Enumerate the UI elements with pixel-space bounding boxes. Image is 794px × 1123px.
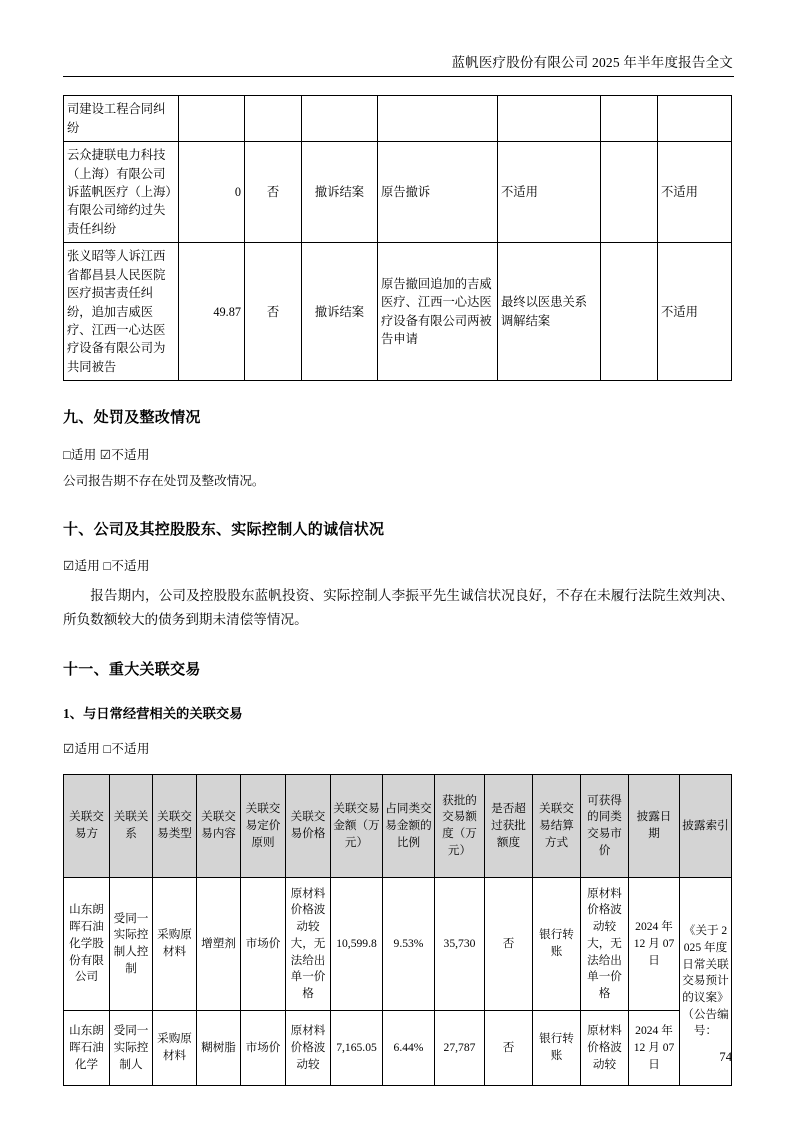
- table-row: [64, 243, 732, 381]
- litigation-table: [63, 95, 732, 381]
- cell-disclose-index: 不适用: [658, 142, 732, 243]
- table-row: [64, 1011, 732, 1086]
- subsection-heading-1: 1、与日常经营相关的关联交易: [63, 705, 243, 721]
- applicability-ten: ☑适用 □不适用: [63, 559, 150, 574]
- cell-amount: [179, 96, 245, 142]
- section-heading-ten: 十、公司及其控股股东、实际控制人的诚信状况: [63, 521, 385, 538]
- cell-amount: 49.87: [179, 243, 245, 381]
- page-number: 74: [719, 1050, 732, 1064]
- cell-progress: 撤诉结案: [302, 243, 378, 381]
- cell-case: 张义昭等人诉江西省都昌县人民医院医疗损害责任纠纷，追加吉威医疗、江西一心达医疗设备有限公司为共同被告: [64, 243, 179, 381]
- cell-settlement: 银行转账: [533, 878, 581, 1011]
- cell-pricing-principle: 市场价: [241, 1011, 286, 1086]
- cell-relation: 受同一实际控制人: [110, 1011, 153, 1086]
- col-header-proportion: 占同类交易金额的比例: [383, 775, 435, 878]
- cell-market-price: 原材料价格波动较: [581, 1011, 629, 1086]
- cell-amount: 7,165.05: [331, 1011, 383, 1086]
- section-nine-note: 公司报告期不存在处罚及整改情况。: [63, 474, 265, 489]
- cell-approved-quota: 27,787: [435, 1011, 485, 1086]
- col-header-pricing-principle: 关联交易定价原则: [241, 775, 286, 878]
- cell-price: 原材料价格波动较: [286, 1011, 331, 1086]
- cell-enforcement: 不适用: [498, 142, 601, 243]
- cell-case: 司建设工程合同纠纷: [64, 96, 179, 142]
- related-party-transaction-table: [63, 774, 732, 1086]
- table-row: [64, 878, 732, 1011]
- col-header-approved-quota: 获批的交易额度（万元）: [435, 775, 485, 878]
- table-row: [64, 142, 732, 243]
- cell-party: 山东朗晖石油化学股份有限公司: [64, 878, 110, 1011]
- cell-result: [378, 96, 498, 142]
- cell-provision: 否: [245, 142, 302, 243]
- cell-disclose-date: [601, 96, 658, 142]
- cell-exceeds-quota: 否: [485, 878, 533, 1011]
- cell-result: 原告撤诉: [378, 142, 498, 243]
- cell-pricing-principle: 市场价: [241, 878, 286, 1011]
- col-header-exceeds-quota: 是否超过获批额度: [485, 775, 533, 878]
- cell-progress: 撤诉结案: [302, 142, 378, 243]
- cell-approved-quota: 35,730: [435, 878, 485, 1011]
- cell-settlement: 银行转账: [533, 1011, 581, 1086]
- cell-price: 原材料价格波动较大，无法给出单一价格: [286, 878, 331, 1011]
- col-header-amount: 关联交易金额（万元）: [331, 775, 383, 878]
- cell-exceeds-quota: 否: [485, 1011, 533, 1086]
- cell-disclose-date: [601, 243, 658, 381]
- col-header-settlement: 关联交易结算方式: [533, 775, 581, 878]
- applicability-nine: □适用 ☑不适用: [63, 447, 150, 462]
- col-header-party: 关联交易方: [64, 775, 110, 878]
- cell-content: 增塑剂: [197, 878, 241, 1011]
- col-header-market-price: 可获得的同类交易市价: [581, 775, 629, 878]
- section-ten-body: 报告期内，公司及控股股东蓝帆投资、实际控制人李振平先生诚信状况良好，不存在未履行法院生效判决、所负数额较大的债务到期未清偿等情况。: [63, 587, 734, 628]
- table-header-row: [64, 775, 732, 878]
- col-header-content: 关联交易内容: [197, 775, 241, 878]
- cell-content: 糊树脂: [197, 1011, 241, 1086]
- cell-market-price: 原材料价格波动较大，无法给出单一价格: [581, 878, 629, 1011]
- cell-disclose-index: 不适用: [658, 243, 732, 381]
- running-header: 蓝帆医疗股份有限公司 2025 年半年度报告全文: [451, 55, 733, 70]
- col-header-relation: 关联关系: [110, 775, 153, 878]
- cell-disclose-date: 2024 年 12 月 07 日: [629, 1011, 680, 1086]
- applicability-eleven-1: ☑适用 □不适用: [63, 741, 150, 756]
- cell-provision: [245, 96, 302, 142]
- col-header-type: 关联交易类型: [153, 775, 197, 878]
- cell-type: 采购原材料: [153, 1011, 197, 1086]
- cell-proportion: 6.44%: [383, 1011, 435, 1086]
- cell-enforcement: [498, 96, 601, 142]
- col-header-price: 关联交易价格: [286, 775, 331, 878]
- table-row: [64, 96, 732, 142]
- cell-disclose-date: [601, 142, 658, 243]
- cell-enforcement: 最终以医患关系调解结案: [498, 243, 601, 381]
- header-divider: [63, 76, 734, 77]
- cell-disclose-date: 2024 年 12 月 07 日: [629, 878, 680, 1011]
- section-heading-nine: 九、处罚及整改情况: [63, 410, 201, 427]
- cell-disclose-index: [658, 96, 732, 142]
- cell-progress: [302, 96, 378, 142]
- cell-disclose-index: 《关于 2025 年度日常关联交易预计的议案》（公告编号：: [680, 878, 732, 1086]
- cell-party: 山东朗晖石油化学: [64, 1011, 110, 1086]
- section-heading-eleven: 十一、重大关联交易: [63, 662, 201, 679]
- col-header-disclose-date: 披露日期: [629, 775, 680, 878]
- cell-amount: 10,599.8: [331, 878, 383, 1011]
- cell-relation: 受同一实际控制人控制: [110, 878, 153, 1011]
- cell-provision: 否: [245, 243, 302, 381]
- cell-amount: 0: [179, 142, 245, 243]
- col-header-disclose-index: 披露索引: [680, 775, 732, 878]
- cell-type: 采购原材料: [153, 878, 197, 1011]
- cell-case: 云众捷联电力科技（上海）有限公司诉蓝帆医疗（上海）有限公司缔约过失责任纠纷: [64, 142, 179, 243]
- cell-proportion: 9.53%: [383, 878, 435, 1011]
- cell-result: 原告撤回追加的吉威医疗、江西一心达医疗设备有限公司两被告申请: [378, 243, 498, 381]
